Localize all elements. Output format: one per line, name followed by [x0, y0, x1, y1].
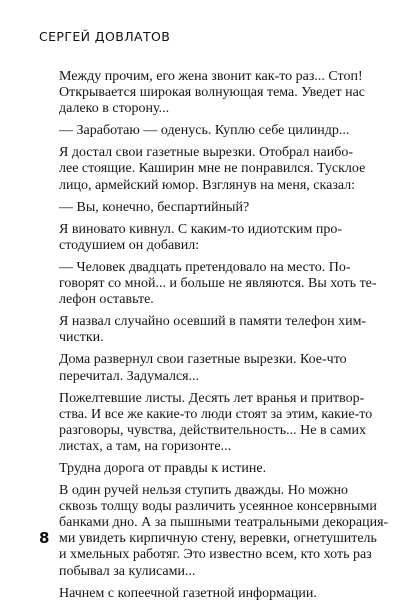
text-line: Пожелтевшие листы. Десять лет вранья и притвор-	[59, 390, 365, 406]
paragraph	[40, 200, 370, 216]
text-line: сквозь толщу воды различить усеянное консервными	[59, 499, 377, 515]
paragraph	[40, 259, 377, 308]
text-line: Я достал свои газетные вырезки. Отобрал наибо-	[59, 145, 353, 161]
text-line: говорят со мной... и больше не являются. Вы хоть те-	[59, 276, 377, 292]
paragraph	[40, 123, 370, 139]
text-line: перечитал. Задумался...	[59, 368, 200, 384]
text-line: Открывается широкая волнующая тема. Уведет нас	[59, 85, 366, 101]
paragraph	[40, 352, 370, 384]
text-line: — Человек двадцать претендовало на место. По-	[59, 259, 351, 275]
text-line: лефон оставьте.	[59, 292, 154, 308]
text-line: Я назвал случайно осевший в памяти телефон хим-	[59, 314, 367, 330]
paragraph	[40, 483, 389, 580]
text-line: Между прочим, его жена звонит как-то раз... Стоп!	[59, 69, 363, 84]
text-line: В один ручей нельзя ступить дважды. Но можно	[59, 483, 349, 499]
text-line: разговоры, чувства, действительность... Не в самих	[59, 422, 367, 438]
text-line: Дома развернул свои газетные вырезки. Кое-что	[59, 352, 347, 368]
text-line: и хмельных работяг. Это известно всем, кто хоть раз	[59, 547, 372, 563]
text-line: лее стоящие. Каширин мне не понравился. Тусклое	[59, 161, 366, 177]
paragraph	[40, 222, 370, 254]
paragraph	[40, 314, 370, 346]
paragraph	[40, 461, 370, 477]
body-text	[40, 69, 389, 602]
text-line: ми увидеть кирпичную стену, веревки, огнетушитель	[59, 531, 377, 547]
paragraph	[40, 69, 370, 117]
text-line: побывал за кулисами...	[59, 563, 196, 579]
paragraph	[40, 390, 373, 455]
running-header: СЕРГЕЙ ДОВЛАТОВ	[39, 29, 171, 44]
text-line: листах, а там, на горизонте...	[59, 438, 232, 454]
text-line: банками дно. А за пышными театральными декорация-	[59, 515, 389, 531]
text-line: ства. И все же какие-то люди стоят за этим, какие-то	[59, 406, 373, 422]
text-line: далеко в сторону...	[59, 101, 170, 117]
text-line: чистки.	[59, 330, 104, 346]
page-number: 8	[39, 529, 50, 547]
paragraph	[40, 586, 370, 602]
text-line: Начнем с копеечной газетной информации.	[59, 585, 317, 601]
text-line: лицо, армейский юмор. Взглянув на меня, сказал:	[59, 177, 356, 193]
text-line: Трудна дорога от правды к истине.	[59, 460, 267, 476]
text-line: — Заработаю — оденусь. Куплю себе цилиндр...	[59, 123, 350, 139]
paragraph	[40, 145, 370, 193]
text-line: — Вы, конечно, беспартийный?	[59, 199, 250, 215]
text-line: Я виновато кивнул. С каким-то идиотским про-	[59, 221, 343, 237]
text-line: стодушием он добавил:	[59, 237, 200, 253]
